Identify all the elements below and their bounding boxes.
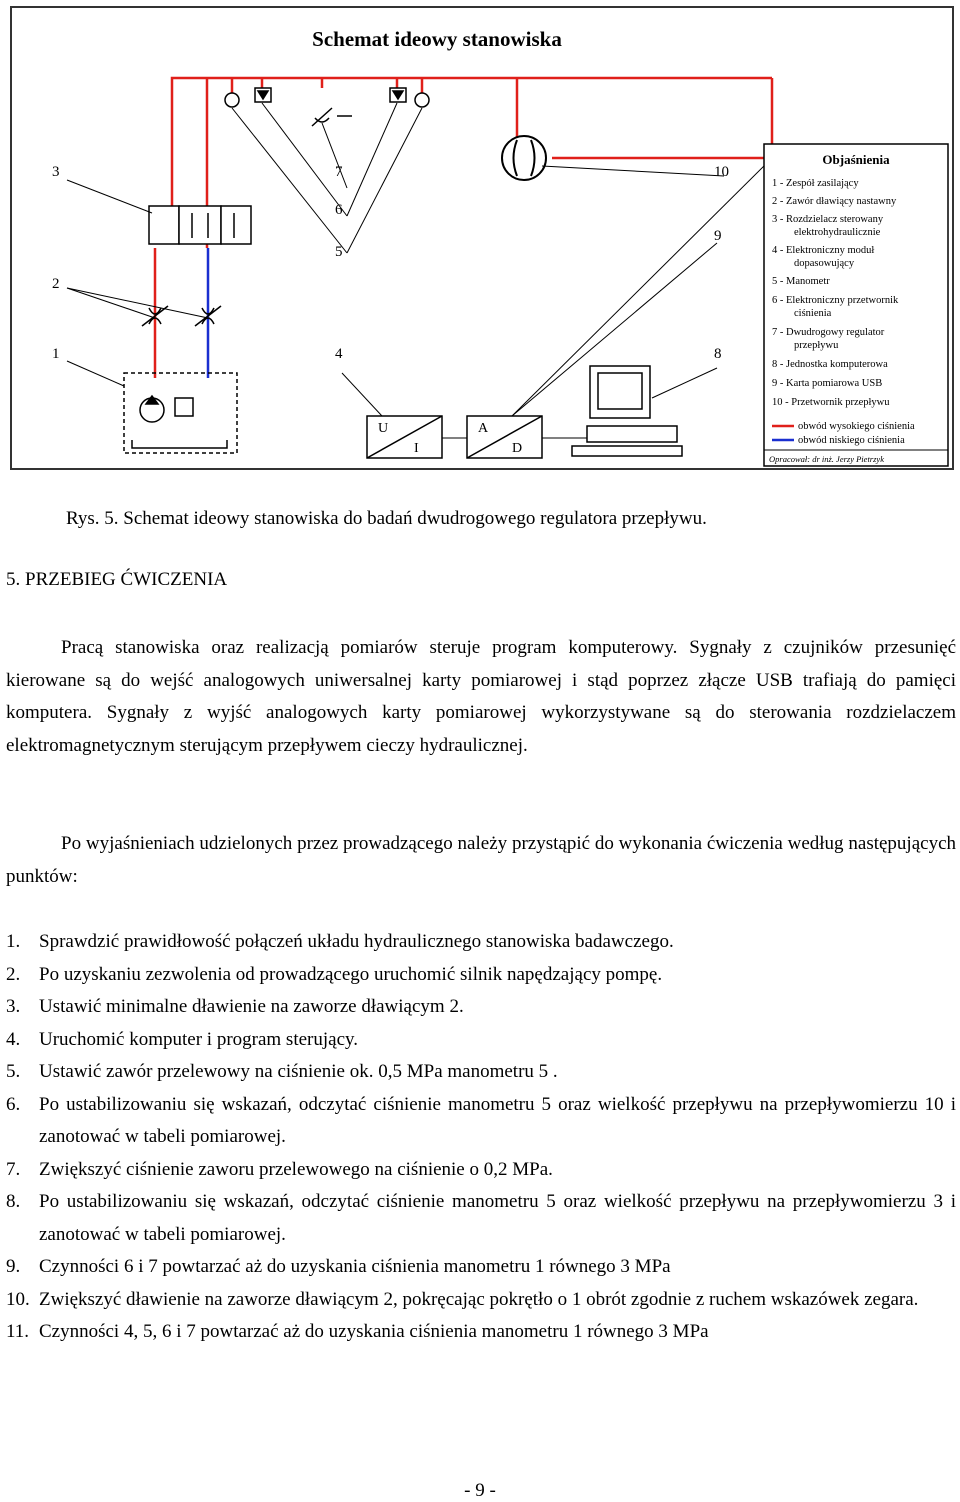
step-item: [6, 1089, 956, 1154]
step-number: 11.: [6, 1321, 30, 1342]
step-number: 2.: [6, 963, 21, 985]
callout-6: 6: [335, 202, 343, 218]
legend-item: 6 - Elektroniczny przetwornik: [772, 295, 899, 306]
step-text: Po ustabilizowaniu się wskazań, odczytać ciśnienie manometru 5 oraz wielkość przepływu na przepływomierzu 10 i zanotować w tabeli pomiarowej.: [39, 1093, 956, 1147]
step-item: [6, 926, 956, 959]
step-number: 4.: [6, 1028, 21, 1050]
step-item: [6, 991, 956, 1024]
callout-9: 9: [714, 228, 722, 244]
legend-item: ciśnienia: [794, 308, 832, 319]
step-number: 1.: [6, 931, 21, 952]
step-item: [6, 1024, 956, 1057]
module-a-label: A: [478, 421, 489, 436]
paragraph-1-text: Pracą stanowiska oraz realizacją pomiarów steruje program komputerowy. Sygnały z czujników przesunięć kierowane są do wejść analogowych uniwersalnej karty pomiarowej i stąd poprzez złącze USB trafiają do pamięci komputera. Sygnały z wyjść analogowych karty pomiarowej wykorzystywane są do sterowania rozdzielaczem elektromagnetycznym sterującym przepływem cieczy hydraulicznej.: [6, 637, 956, 756]
callout-4: 4: [335, 346, 343, 362]
step-number: 6.: [6, 1093, 21, 1115]
module-d-label: D: [512, 441, 523, 456]
legend-item: 3 - Rozdzielacz sterowany: [772, 214, 884, 225]
step-number: 9.: [6, 1256, 21, 1277]
step-text: Zwiększyć ciśnienie zaworu przelewowego na ciśnienie o 0,2 MPa.: [39, 1158, 553, 1180]
paragraph-2-text: Po wyjaśnieniach udzielonych przez prowadzącego należy przystąpić do wykonania ćwiczenia według następujących punktów:: [6, 833, 956, 887]
step-number: 10.: [6, 1288, 30, 1310]
paragraph-2: [6, 828, 956, 893]
step-text: Uruchomić komputer i program sterujący.: [39, 1028, 359, 1050]
step-text: Zwiększyć dławienie na zaworze dławiącym 2, pokręcając pokrętło o 1 obrót zgodnie z ruchem wskazówek zegara.: [39, 1288, 919, 1310]
callout-10: 10: [714, 164, 729, 180]
step-text: Sprawdzić prawidłowość połączeń układu hydraulicznego stanowiska badawczego.: [39, 931, 674, 952]
steps-list: [6, 926, 956, 1349]
step-number: 5.: [6, 1061, 21, 1082]
callout-5: 5: [335, 244, 343, 260]
step-text: Czynności 6 i 7 powtarzać aż do uzyskania ciśnienia manometru 1 równego 3 MPa: [39, 1256, 671, 1277]
figure-title: Schemat ideowy stanowiska: [312, 27, 562, 51]
page-number: - 9 -: [464, 1480, 496, 1501]
power-unit: [124, 373, 237, 453]
legend-box: [764, 144, 948, 466]
module-u-label: U: [378, 421, 389, 436]
legend-item: 7 - Dwudrogowy regulator: [772, 327, 885, 338]
legend-item: 8 - Jednostka komputerowa: [772, 359, 888, 370]
legend-low-label: obwód niskiego ciśnienia: [798, 435, 905, 446]
step-number: 3.: [6, 996, 21, 1017]
legend-item: 1 - Zespół zasilający: [772, 178, 859, 189]
paragraph-1: [6, 632, 956, 762]
module-i-label: I: [414, 441, 419, 456]
callout-3: 3: [52, 164, 60, 180]
legend-title: Objaśnienia: [822, 152, 890, 167]
legend-item: elektrohydraulicznie: [794, 227, 881, 238]
step-item: [6, 1316, 956, 1349]
legend-item: 9 - Karta pomiarowa USB: [772, 378, 883, 389]
schematic-figure: [10, 6, 954, 470]
flow-meter: [502, 136, 546, 180]
computer-icon: [572, 366, 682, 456]
callout-2: 2: [52, 276, 60, 292]
legend-item: dopasowujący: [794, 258, 855, 269]
step-text: Ustawić zawór przelewowy na ciśnienie ok. 0,5 MPa manometru 5 .: [39, 1061, 558, 1082]
legend-credit: Opracował: dr inż. Jerzy Pietrzyk: [769, 454, 884, 464]
callout-8: 8: [714, 346, 722, 362]
legend-high-label: obwód wysokiego ciśnienia: [798, 421, 915, 432]
step-number: 8.: [6, 1191, 21, 1212]
step-item: [6, 1251, 956, 1284]
step-text: Po uzyskaniu zezwolenia od prowadzącego uruchomić silnik napędzający pompę.: [39, 963, 663, 985]
legend-item: 10 - Przetwornik przepływu: [772, 397, 890, 408]
top-instruments: [225, 88, 429, 126]
figure-caption: Rys. 5. Schemat ideowy stanowiska do badań dwudrogowego regulatora przepływu.: [66, 508, 707, 529]
step-item: [6, 1056, 956, 1089]
step-number: 7.: [6, 1158, 21, 1180]
callout-1: 1: [52, 346, 60, 362]
step-item: [6, 959, 956, 992]
directional-valve: [149, 206, 251, 244]
schematic-diagram: [12, 8, 952, 468]
step-item: [6, 1186, 956, 1251]
step-item: [6, 1284, 956, 1317]
legend-item: 5 - Manometr: [772, 276, 830, 287]
callout-numbers: [52, 164, 729, 362]
step-text: Czynności 4, 5, 6 i 7 powtarzać aż do uzyskania ciśnienia manometru 1 równego 3 MPa: [39, 1321, 709, 1342]
section-title: 5. PRZEBIEG ĆWICZENIA: [6, 569, 228, 590]
callout-7: 7: [335, 164, 343, 180]
step-text: Po ustabilizowaniu się wskazań, odczytać ciśnienie manometru 5 oraz wielkość przepływu na przepływomierzu 3 i zanotować w tabeli pomiarowej.: [39, 1191, 956, 1245]
step-text: Ustawić minimalne dławienie na zaworze dławiącym 2.: [39, 996, 464, 1017]
legend-item: 2 - Zawór dławiący nastawny: [772, 196, 897, 207]
step-item: [6, 1154, 956, 1187]
legend-item: 4 - Elektroniczny moduł: [772, 245, 875, 256]
legend-item: przepływu: [794, 340, 839, 351]
